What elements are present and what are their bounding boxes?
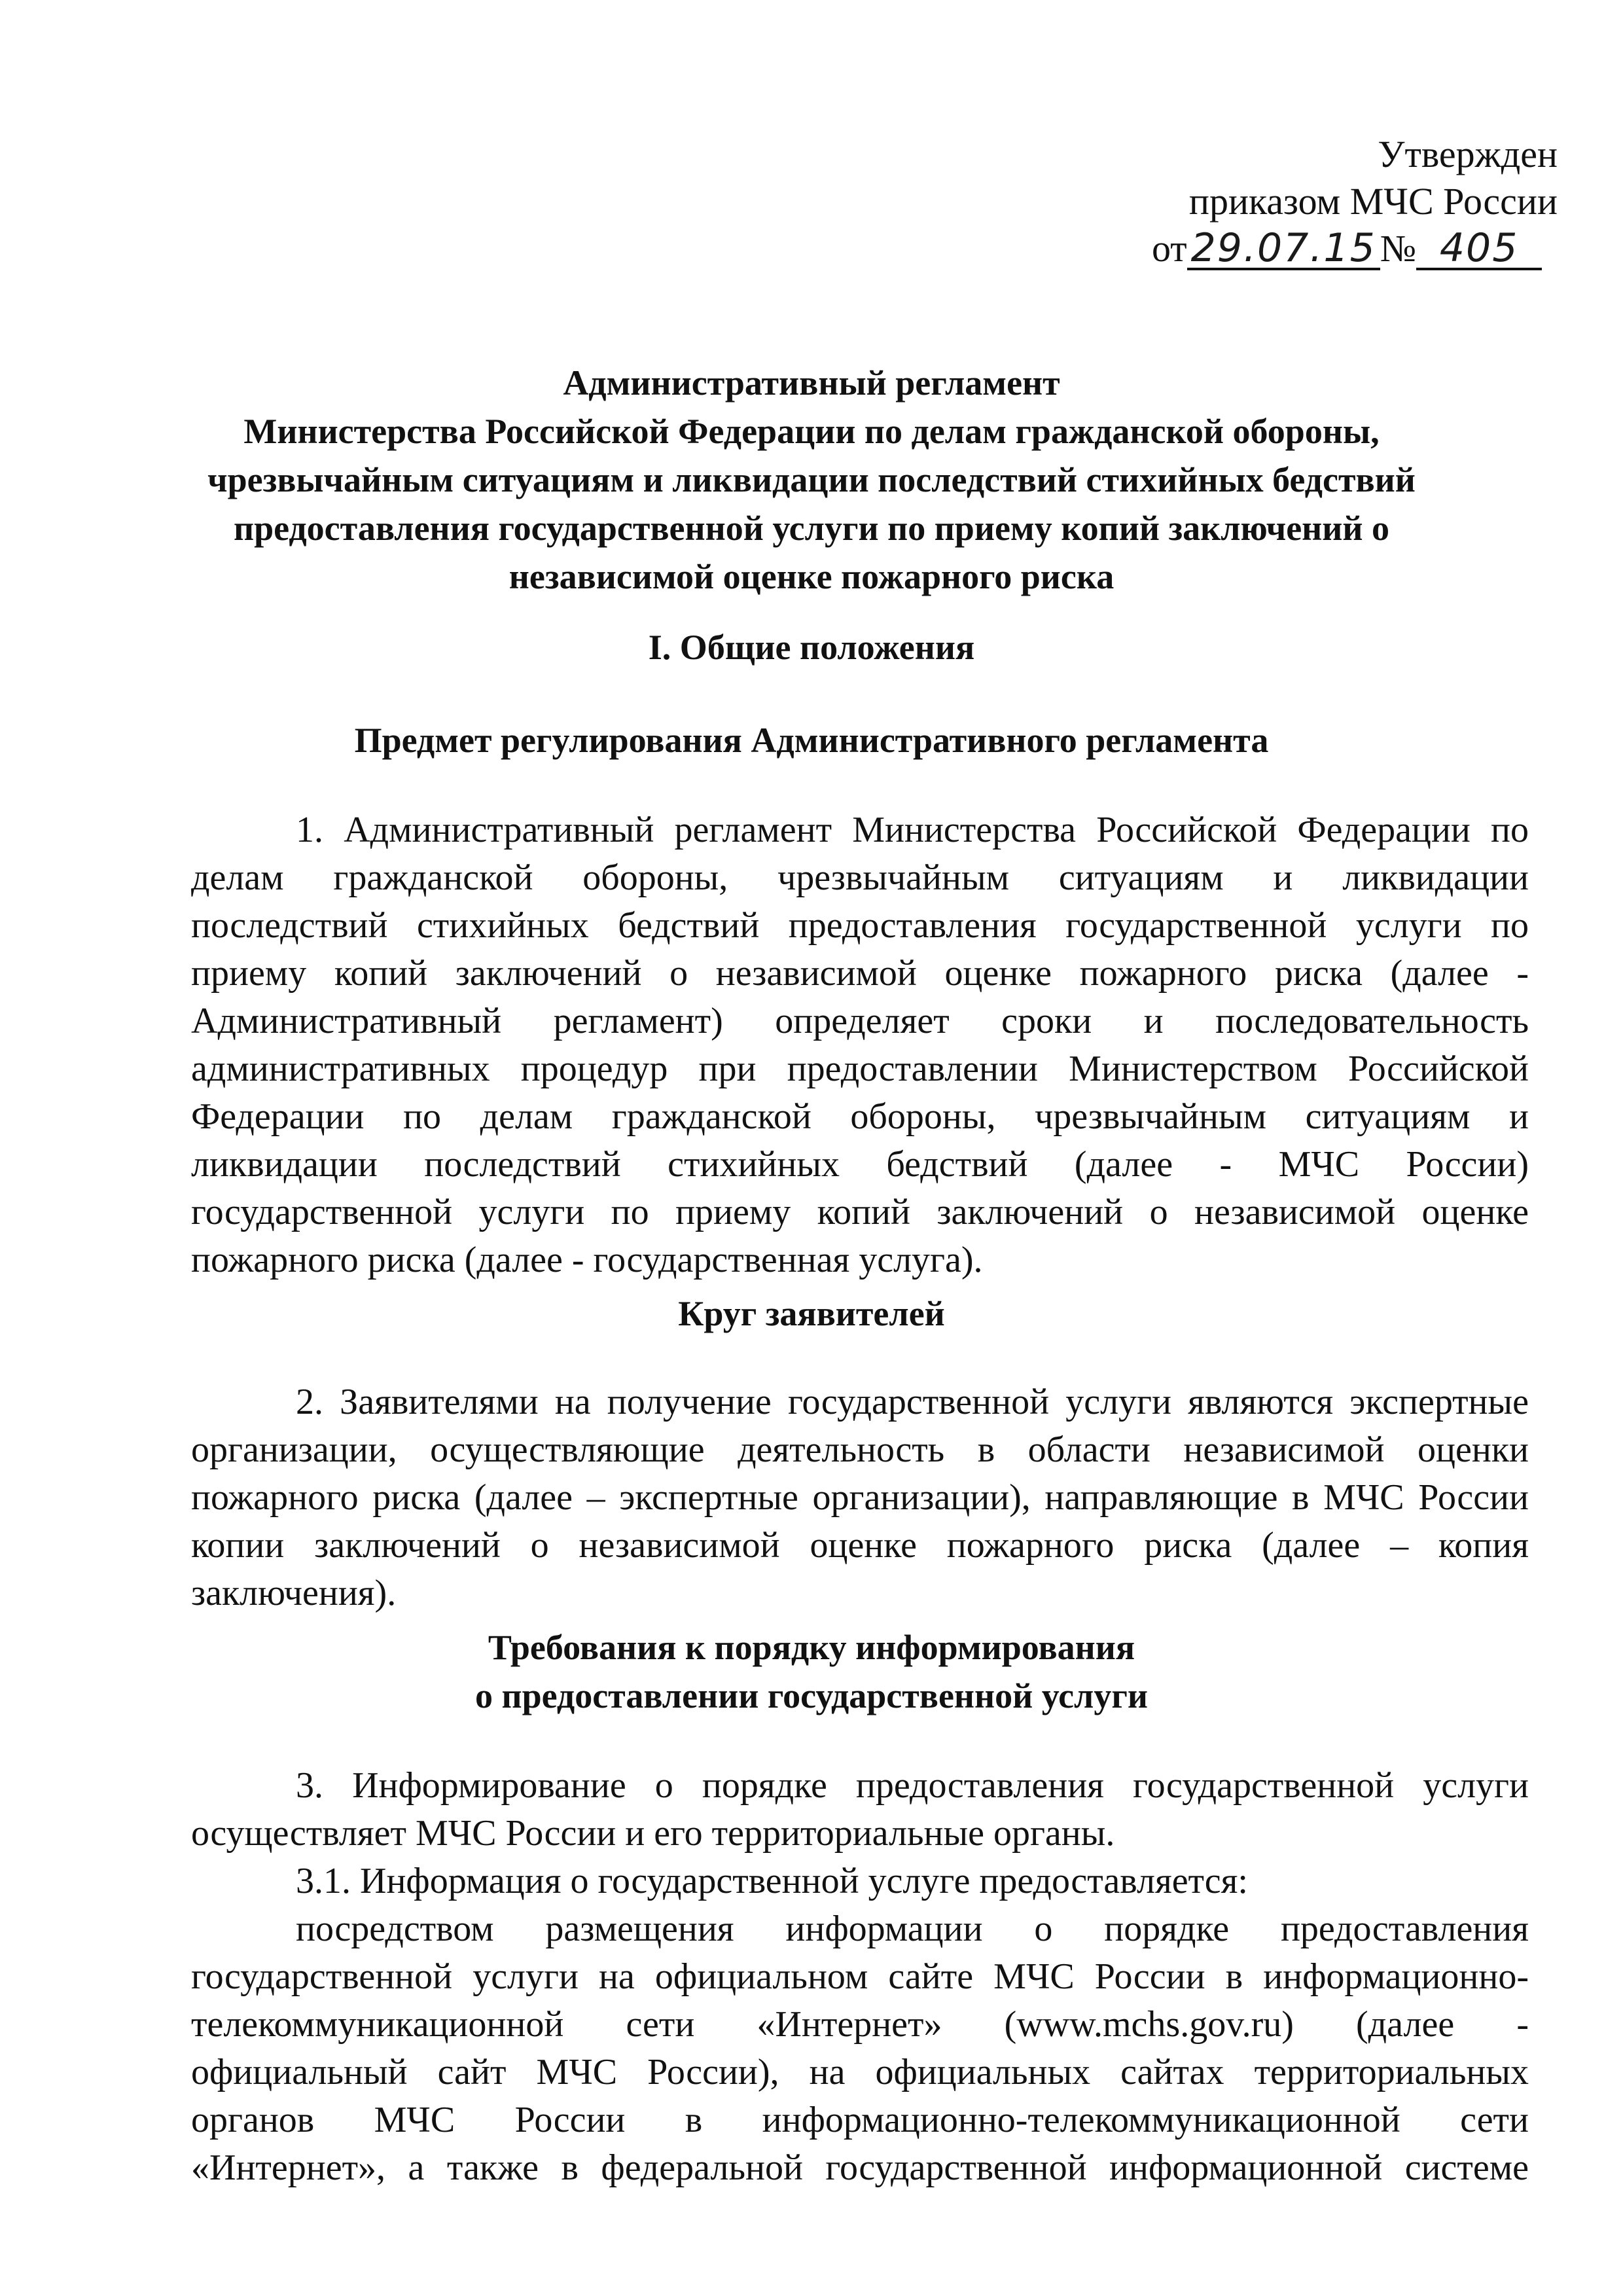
paragraph-line: органов МЧС России в информационно-телекоммуникационной сети	[191, 2100, 1529, 2140]
paragraph-line: Административный регламент) определяет сроки и последовательность	[191, 1001, 1529, 1041]
section-heading-info-requirements	[170, 1623, 1453, 1720]
paragraph-line: последствий стихийных бедствий предоставления государственной услуги по	[191, 905, 1529, 946]
title-line: чрезвычайным ситуациям и ликвидации последствий стихийных бедствий	[207, 460, 1416, 499]
document-title	[170, 359, 1453, 601]
paragraph-line: организации, осуществляющие деятельность в области независимой оценки	[191, 1429, 1529, 1470]
paragraph-1	[191, 806, 1529, 1284]
approval-ot-label: от	[1152, 227, 1187, 270]
paragraph-line: приему копий заключений о независимой оценке пожарного риска (далее -	[191, 953, 1529, 994]
paragraph-line: заключения).	[191, 1573, 397, 1613]
paragraph-line: 1. Административный регламент Министерства Российской Федерации по	[296, 810, 1529, 850]
paragraph-line: официальный сайт МЧС России), на официальных сайтах территориальных	[191, 2052, 1529, 2092]
title-line: предоставления государственной услуги по приему копий заключений о	[233, 509, 1390, 548]
paragraph-line: пожарного риска (далее - государственная услуга).	[191, 1240, 983, 1280]
paragraph-line: телекоммуникационной сети «Интернет» (www.mchs.gov.ru) (далее -	[191, 2004, 1529, 2045]
approval-date-number-line	[1139, 225, 1558, 272]
title-line: Министерства Российской Федерации по делам гражданской обороны,	[243, 412, 1380, 451]
approval-no-label: №	[1380, 227, 1417, 270]
heading-text: Требования к порядку информирования	[488, 1628, 1135, 1667]
paragraph-line: государственной услуги на официальном сайте МЧС России в информационно-	[191, 1956, 1529, 1997]
paragraph-3-1	[191, 1857, 1529, 1905]
handwritten-number: 405	[1416, 228, 1542, 270]
handwritten-date: 29.07.15	[1187, 228, 1380, 270]
approval-line-1: Утвержден	[1378, 133, 1558, 175]
paragraph-line: осуществляет МЧС России и его территориальные органы.	[191, 1813, 1115, 1854]
paragraph-line: 3.1. Информация о государственной услуге предоставляется:	[296, 1861, 1248, 1901]
paragraph-line: Федерации по делам гражданской обороны, чрезвычайным ситуациям и	[191, 1096, 1529, 1137]
paragraph-line: копии заключений о независимой оценке пожарного риска (далее – копия	[191, 1525, 1529, 1566]
paragraph-2	[191, 1378, 1529, 1617]
paragraph-line: ликвидации последствий стихийных бедствий (далее - МЧС России)	[191, 1144, 1529, 1185]
section-heading-general	[170, 623, 1453, 672]
heading-text: I. Общие положения	[648, 628, 975, 667]
paragraph-line: пожарного риска (далее – экспертные организации), направляющие в МЧС России	[191, 1477, 1529, 1518]
paragraph-line: посредством размещения информации о порядке предоставления	[296, 1909, 1529, 1949]
approval-line-2: приказом МЧС России	[1188, 180, 1558, 223]
title-line: независимой оценке пожарного риска	[508, 557, 1115, 596]
paragraph-line: административных процедур при предоставлении Министерством Российской	[191, 1049, 1529, 1089]
section-heading-subject	[170, 716, 1453, 764]
paragraph-3-1-a	[191, 1905, 1529, 2192]
section-heading-applicants	[170, 1289, 1453, 1338]
heading-text: Круг заявителей	[678, 1294, 945, 1333]
paragraph-line: государственной услуги по приему копий заключений о независимой оценке	[191, 1192, 1529, 1232]
paragraph-line: делам гражданской обороны, чрезвычайным ситуациям и ликвидации	[191, 857, 1529, 898]
paragraph-line: «Интернет», а также в федеральной государственной информационной системе	[191, 2147, 1529, 2188]
paragraph-3	[191, 1762, 1529, 1857]
approval-block	[1139, 131, 1558, 272]
paragraph-line: 3. Информирование о порядке предоставления государственной услуги	[296, 1765, 1529, 1806]
heading-text: Предмет регулирования Административного регламента	[354, 721, 1269, 760]
heading-text: о предоставлении государственной услуги	[474, 1676, 1148, 1715]
paragraph-line: 2. Заявителями на получение государственной услуги являются экспертные	[296, 1382, 1529, 1422]
title-line: Административный регламент	[563, 363, 1060, 403]
